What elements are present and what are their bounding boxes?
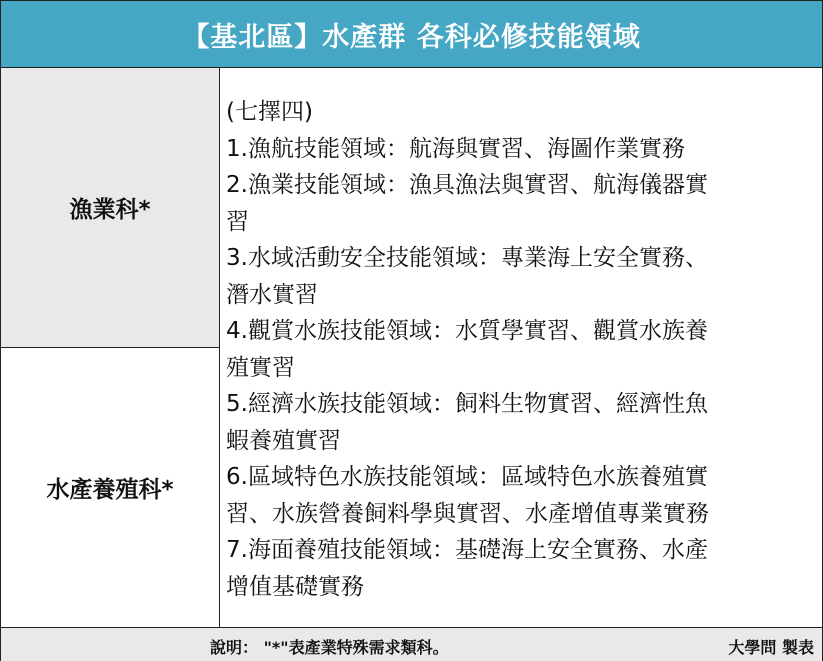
department-fishery: 漁業科* — [1, 68, 219, 348]
skill-domains-list — [226, 94, 818, 605]
table-title: 【基北區】水產群 各科必修技能領域 — [1, 1, 822, 68]
list-item: 5.經濟水族技能領域：飼料生物實習、經濟性魚 — [226, 391, 708, 417]
department-column — [1, 68, 220, 627]
list-item: 4.觀賞水族技能領域：水質學實習、觀賞水族養 — [226, 318, 708, 344]
list-item-continuation: 潛水實習 — [226, 281, 318, 308]
table-footer — [1, 627, 822, 661]
skill-domains-cell — [220, 68, 822, 627]
selection-rule: (七擇四) — [226, 99, 313, 125]
list-item: 3.水域活動安全技能領域：專業海上安全實務、 — [226, 245, 708, 271]
list-item: 6.區域特色水族技能領域：區域特色水族養殖實 — [226, 464, 708, 490]
list-item-continuation: 習 — [226, 208, 249, 235]
list-item: 1.漁航技能領域：航海與實習、海圖作業實務 — [226, 135, 685, 162]
list-item-continuation: 習、水族營養飼料學與實習、水產增值專業實務 — [226, 500, 709, 527]
list-item-continuation: 殖實習 — [226, 354, 295, 381]
list-item: 2.漁業技能領域：漁具漁法與實習、航海儀器實 — [226, 172, 708, 198]
list-item-continuation: 增值基礎實務 — [226, 573, 364, 600]
footnote: 說明： "*"表產業特殊需求類科。 — [210, 638, 449, 657]
list-item: 7.海面養殖技能領域：基礎海上安全實務、水產 — [226, 537, 708, 563]
credit-label: 大學問 製表 — [728, 638, 814, 657]
department-aquaculture: 水產養殖科* — [1, 348, 219, 627]
list-item-continuation: 蝦養殖實習 — [226, 427, 341, 454]
